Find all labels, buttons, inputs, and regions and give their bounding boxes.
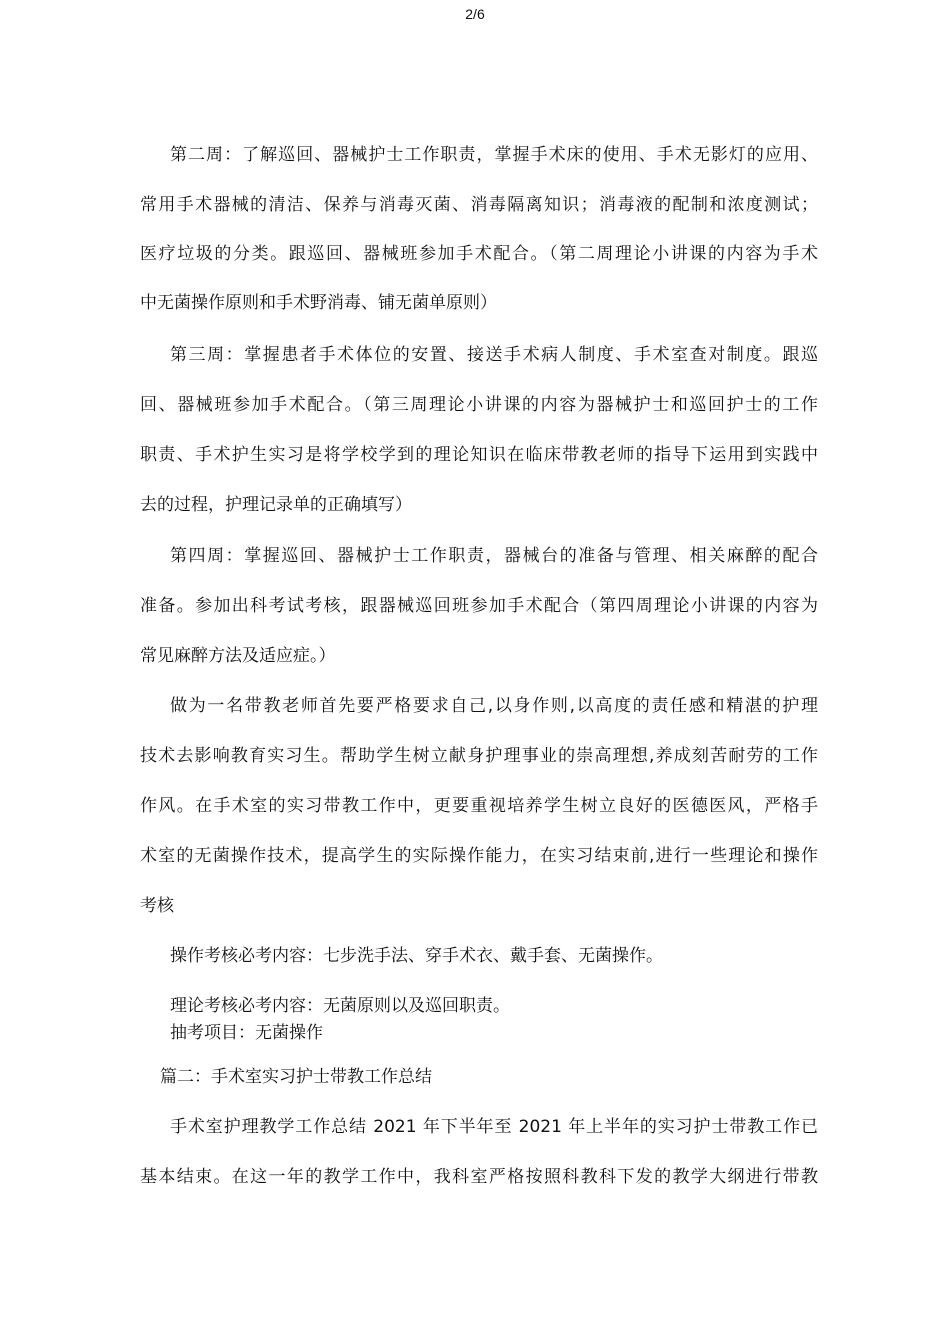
text-line: 考核 (140, 896, 174, 916)
text-line: 第四周：掌握巡回、器械护士工作职责，器械台的准备与管理、相关麻醉的配合 (170, 546, 818, 566)
text-line: 操作考核必考内容：七步洗手法、穿手术衣、戴手套、无菌操作。 (170, 946, 663, 966)
page-number: 2/6 (465, 6, 485, 22)
text-line: 常用手术器械的清洁、保养与消毒灭菌、消毒隔离知识；消毒液的配制和浓度测试； (140, 195, 818, 215)
text-line: 常见麻醉方法及适应症。） (140, 646, 336, 666)
text-line: 术室的无菌操作技术，提高学生的实际操作能力，在实习结束前,进行一些理论和操作 (140, 846, 818, 866)
text-line: 抽考项目：无菌操作 (170, 1023, 323, 1043)
text-line: 医疗垃圾的分类。跟巡回、器械班参加手术配合。（第二周理论小讲课的内容为手术 (140, 244, 818, 264)
text-line: 理论考核必考内容：无菌原则以及巡回职责。 (170, 996, 510, 1016)
text-line: 作风。在手术室的实习带教工作中，更要重视培养学生树立良好的医德医风，严格手 (140, 796, 818, 816)
text-line: 第三周：掌握患者手术体位的安置、接送手术病人制度、手术室查对制度。跟巡 (170, 345, 818, 365)
text-line: 做为一名带教老师首先要严格要求自己,以身作则,以高度的责任感和精湛的护理 (170, 696, 818, 716)
text-line: 中无菌操作原则和手术野消毒、铺无菌单原则） (140, 293, 497, 313)
text-line: 技术去影响教育实习生。帮助学生树立献身护理事业的崇高理想,养成刻苦耐劳的工作 (140, 746, 818, 766)
text-line: 准备。参加出科考试考核，跟器械巡回班参加手术配合（第四周理论小讲课的内容为 (140, 596, 818, 616)
text-line: 基本结束。在这一年的教学工作中，我科室严格按照科教科下发的教学大纲进行带教 (140, 1167, 818, 1187)
text-line: 职责、手术护生实习是将学校学到的理论知识在临床带教老师的指导下运用到实践中 (140, 445, 818, 465)
text-line: 手术室护理教学工作总结 2021 年下半年至 2021 年上半年的实习护士带教工作已 (170, 1117, 818, 1137)
text-line: 第二周：了解巡回、器械护士工作职责，掌握手术床的使用、手术无影灯的应用、 (170, 145, 818, 165)
section-heading: 篇二：手术室实习护士带教工作总结 (160, 1067, 432, 1087)
text-line: 去的过程，护理记录单的正确填写） (140, 495, 412, 515)
text-line: 回、器械班参加手术配合。（第三周理论小讲课的内容为器械护士和巡回护士的工作 (140, 395, 818, 415)
